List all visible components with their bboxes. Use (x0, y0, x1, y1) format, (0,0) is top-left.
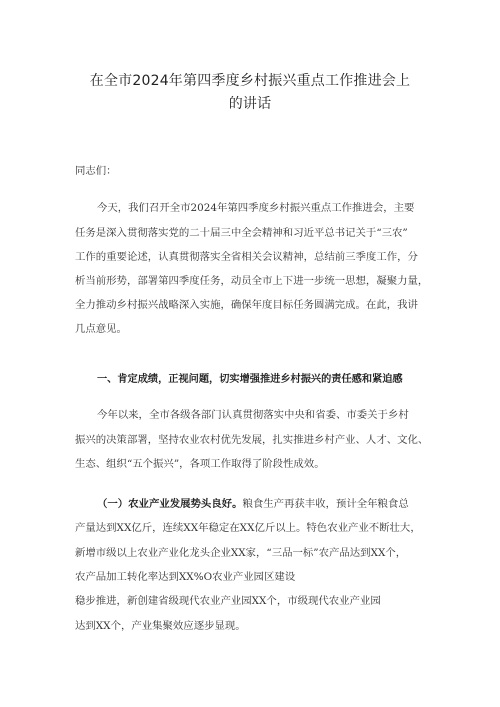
intro-line-1: 今天，我们召开全市2024年第四季度乡村振兴重点工作推进会，主要 (97, 202, 415, 214)
intro-line-5: 全力推动乡村振兴战略深入实施，确保年度目标任务圆满完成。在此，我讲 (75, 299, 418, 311)
subsection-1-first-text: 粮食生产再获丰收，预计全年粮食总 (242, 498, 409, 510)
subsection-1-label: （一）农业产业发展势头良好。 (97, 498, 243, 510)
intro-line-4: 析当前形势，部署第四季度任务，动员全市上下进一步统一思想，凝聚力量， (75, 275, 429, 287)
section-1-line-1: 今年以来，全市各级各部门认真贯彻落实中央和省委、市委关于乡村 (97, 409, 409, 421)
subsection-1-line-5: 稳步推进，新创建省级现代农业产业园XX个，市级现代农业产业园 (75, 595, 381, 607)
section-1-line-2: 振兴的决策部署，坚持农业农村优先发展，扎实推进乡村产业、人才、文化、 (75, 434, 429, 446)
subsection-1-line-2: 产量达到XX亿斤，连续XX年稳定在XX亿斤以上。特色农业产业不断壮大， (75, 522, 421, 534)
section-1-heading: 一、肯定成绩，正视问题，切实增强推进乡村振兴的责任感和紧迫感 (97, 373, 403, 385)
subsection-1-line-4: 农产品加工转化率达到XX%O农业产业园区建设 (75, 571, 296, 583)
document-title-line-2: 的讲话 (228, 96, 272, 112)
subsection-1-line-3: 新增市级以上农业产业化龙头企业XX家，“三品一标”农产品达到XX个， (75, 547, 407, 559)
section-1-line-3: 生态、组织“五个振兴”，各项工作取得了阶段性成效。 (75, 458, 325, 470)
subsection-1-line-6: 达到XX个，产业集聚效应逐步显现。 (75, 620, 246, 632)
intro-line-3: 工作的重要论述，认真贯彻落实全省相关会议精神，总结前三季度工作，分 (75, 251, 418, 263)
intro-line-6: 几点意见。 (75, 323, 127, 335)
intro-line-2: 任务是深入贯彻落实党的二十届三中全会精神和习近平总书记关于“三农” (75, 227, 408, 239)
document-title-line-1: 在全市2024年第四季度乡村振兴重点工作推进会上 (89, 73, 411, 89)
salutation: 同志们： (75, 165, 117, 177)
subsection-1-line-1 (0, 497, 500, 511)
